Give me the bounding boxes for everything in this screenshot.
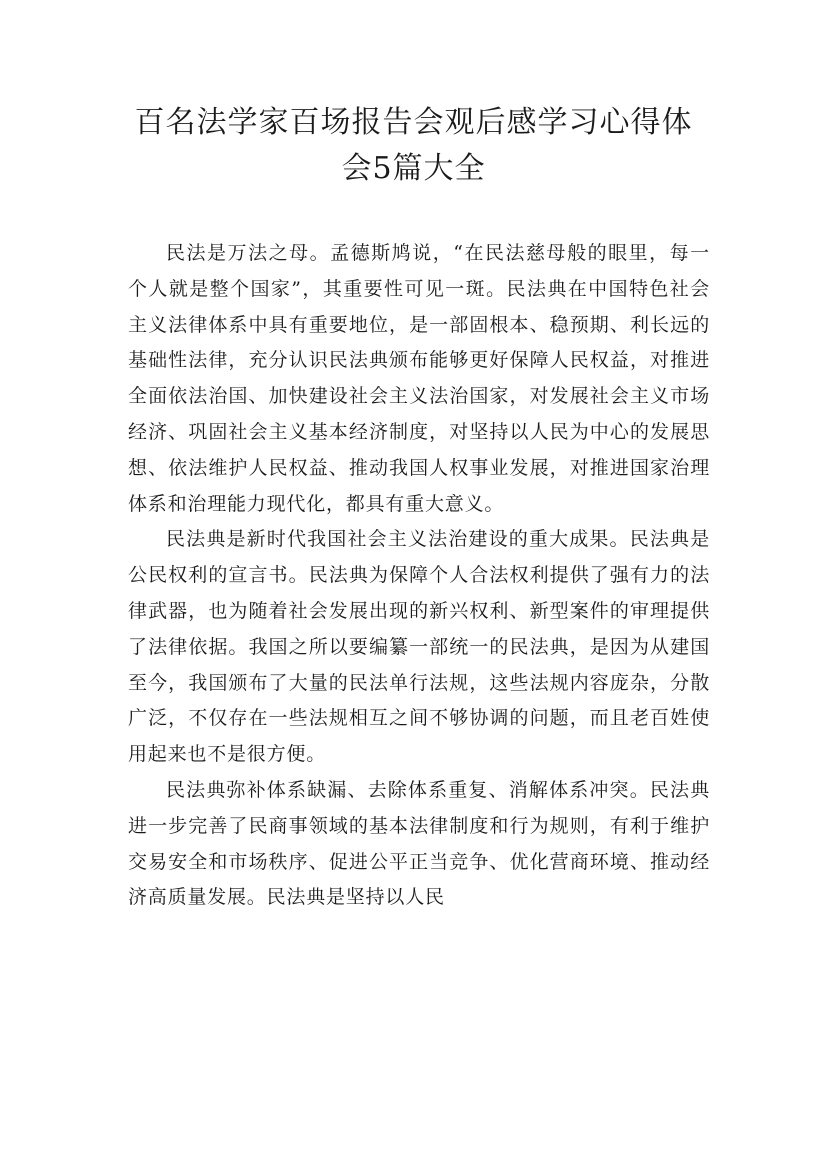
document-body: [128, 236, 710, 916]
document-title: [110, 100, 717, 192]
paragraph-2: 民法典是新时代我国社会主义法治建设的重大成果。民法典是公民权利的宣言书。民法典为保障个人合法权利提供了强有力的法律武器，也为随着社会发展出现的新兴权利、新型案件的审理提供了法律依据。我国之所以要编纂一部统一的民法典，是因为从建国至今，我国颁布了大量的民法单行法规，这些法规内容庞杂，分散广泛，不仅存在一些法规相互之间不够协调的问题，而且老百姓使用起来也不是很方便。: [128, 528, 710, 766]
paragraph-3: 民法典弥补体系缺漏、去除体系重复、消解体系冲突。民法典进一步完善了民商事领域的基本法律制度和行为规则，有利于维护交易安全和市场秩序、促进公平正当竞争、优化营商环境、推动经济高质量发展。民法典是坚持以人民: [128, 778, 710, 909]
paragraph-1: 民法是万法之母。孟德斯鸠说，“在民法慈母般的眼里，每一个人就是整个国家”，其重要性可见一斑。民法典在中国特色社会主义法律体系中具有重要地位，是一部固根本、稳预期、利长远的基础性法律，充分认识民法典颁布能够更好保障人民权益，对推进全面依法治国、加快建设社会主义法治国家，对发展社会主义市场经济、巩固社会主义基本经济制度，对坚持以人民为中心的发展思想、依法维护人民权益、推动我国人权事业发展，对推进国家治理体系和治理能力现代化，都具有重大意义。: [128, 242, 710, 515]
title-line-2: 会5篇大全: [341, 151, 486, 186]
title-line-1: 百名法学家百场报告会观后感学习心得体: [134, 105, 693, 140]
